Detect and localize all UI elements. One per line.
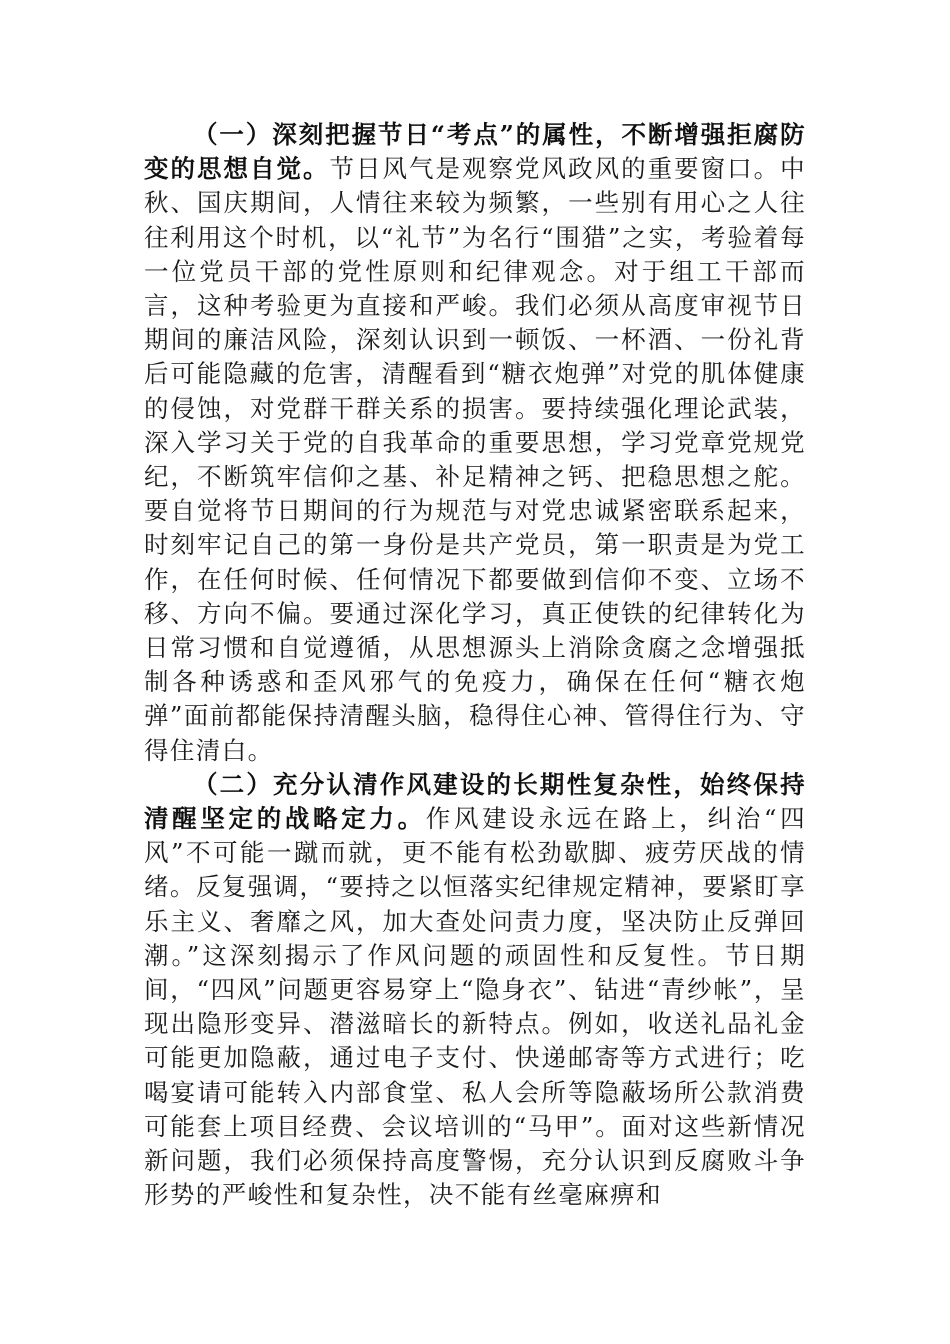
paragraph-1-heading: （一）深刻把握节日“考点”的属性，不断增强拒腐防变的思想自觉。 (144, 120, 806, 184)
paragraph-1-text: 节日风气是观察党风政风的重要窗口。中秋、国庆期间，人情往来较为频繁，一些别有用心之人往往利用这个时机，以“礼节”为名行“围猎”之实，考验着每一位党员干部的党性原则和纪律观念。对于组工干部而言，这种考验更为直接和严峻。我们必须从高度审视节日期间的廉洁风险，深刻认识到一顿饭、一杯酒、一份礼背后可能隐藏的危害，清醒看到“糖衣炮弹”对党的肌体健康的侵蚀，对党群干群关系的损害。要持续强化理论武装，深入学习关于党的自我革命的重要思想，学习党章党规党纪，不断筑牢信仰之基、补足精神之钙、把稳思想之舵。要自觉将节日期间的行为规范与对党忠诚紧密联系起来，时刻牢记自己的第一身份是共产党员，第一职责是为党工作，在任何时候、任何情况下都要做到信仰不变、立场不移、方向不偏。要通过深化学习，真正使铁的纪律转化为日常习惯和自觉遵循，从思想源头上消除贪腐之念增强抵制各种诱惑和歪风邪气的免疫力，确保在任何“糖衣炮弹”面前都能保持清醒头脑，稳得住心神、管得住行为、守得住清白。 (144, 154, 806, 765)
paragraph-1 (144, 118, 806, 768)
document-body (144, 118, 806, 1213)
paragraph-2 (144, 768, 806, 1213)
paragraph-2-heading: （二）充分认清作风建设的长期性复杂性，始终保持清醒坚定的战略定力。 (144, 769, 806, 834)
paragraph-2-text: 作风建设永远在路上，纠治“四风”不可能一蹴而就，更不能有松劲歇脚、疲劳厌战的情绪。反复强调，“要持之以恒落实纪律规定精神，要紧盯享乐主义、奢靡之风，加大查处问责力度，坚决防止反弹回潮。”这深刻揭示了作风问题的顽固性和反复性。节日期间，“四风”问题更容易穿上“隐身衣”、钻进“青纱帐”，呈现出隐形变异、潜滋暗长的新特点。例如，收送礼品礼金可能更加隐蔽，通过电子支付、快递邮寄等方式进行；吃喝宴请可能转入内部食堂、私人会所等隐蔽场所公款消费可能套上项目经费、会议培训的“马甲”。面对这些新情况新问题，我们必须保持高度警惕，充分认识到反腐败斗争形势的严峻性和复杂性，决不能有丝毫麻痹和 (144, 804, 807, 1210)
